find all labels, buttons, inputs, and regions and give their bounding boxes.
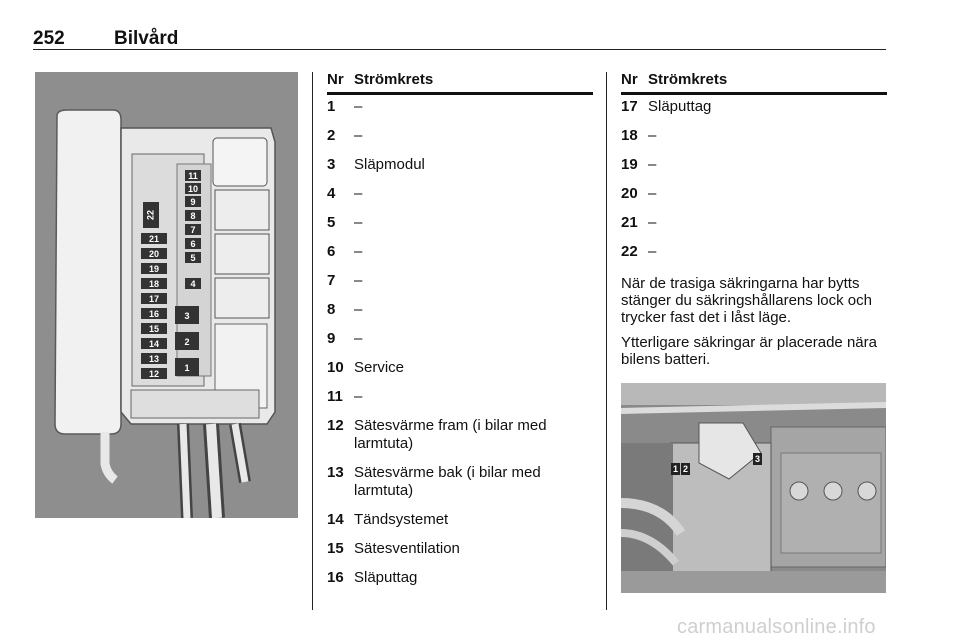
table-row [327, 540, 593, 569]
table-row [621, 214, 887, 243]
fuse-circuit: – [354, 185, 363, 202]
header-circuit: Strömkrets [648, 71, 728, 88]
header-rule [33, 49, 886, 50]
fuse-circuit: – [648, 156, 657, 173]
fuse-number: 6 [327, 243, 336, 260]
header-nr: Nr [327, 71, 344, 88]
table-row [327, 214, 593, 243]
table-row [327, 359, 593, 388]
fuse-number: 21 [621, 214, 638, 231]
fuse-label-16: 16 [148, 309, 160, 319]
fuse-table-1 [327, 66, 593, 598]
fuse-circuit: – [648, 185, 657, 202]
fuse-number: 3 [327, 156, 336, 173]
fuse-number: 18 [621, 127, 638, 144]
fuse-label-17: 17 [148, 294, 160, 304]
fuse-number: 12 [327, 417, 344, 434]
fuse-label-5: 5 [190, 253, 196, 263]
table-header [621, 66, 887, 93]
fuse-label-14: 14 [148, 339, 160, 349]
fuse-number: 22 [621, 243, 638, 260]
fuse-circuit: Tändsystemet [354, 511, 449, 528]
table-row [327, 569, 593, 598]
table-header [327, 66, 593, 93]
table-row [327, 98, 593, 127]
fuse-circuit: – [354, 98, 363, 115]
fuse-label-11: 11 [188, 171, 198, 181]
fuse-label-1: 1 [184, 363, 190, 373]
fuse-label-10: 10 [187, 184, 199, 194]
battery-fuse-label-1: 1 [672, 464, 679, 474]
fuse-number: 19 [621, 156, 638, 173]
table-row [327, 243, 593, 272]
battery-fuse-label-3: 3 [754, 454, 761, 464]
fuse-number: 7 [327, 272, 336, 289]
table-row [327, 127, 593, 156]
fuse-circuit: – [354, 388, 363, 405]
fuse-label-8: 8 [190, 211, 196, 221]
fuse-number: 5 [327, 214, 336, 231]
fuse-table-2 [621, 66, 887, 376]
fuse-label-4: 4 [190, 279, 196, 289]
table-row [621, 156, 887, 185]
instructions [621, 275, 887, 368]
battery-fuse-svg [621, 383, 886, 593]
fuse-number: 15 [327, 540, 344, 557]
table-row [327, 511, 593, 540]
fuse-number: 9 [327, 330, 336, 347]
column-divider-right [606, 72, 607, 610]
fuse-box-svg [35, 72, 298, 518]
table-body [621, 98, 887, 272]
fuse-number: 8 [327, 301, 336, 318]
fuse-label-15: 15 [148, 324, 160, 334]
fuse-number: 1 [327, 98, 336, 115]
fuse-label-9: 9 [190, 197, 196, 207]
table-row [327, 272, 593, 301]
fuse-circuit: – [354, 272, 363, 289]
fuse-number: 4 [327, 185, 336, 202]
table-body [327, 98, 593, 598]
fuse-circuit: Släputtag [648, 98, 712, 115]
fuse-label-13: 13 [148, 354, 160, 364]
battery-fuse-label-2: 2 [682, 464, 689, 474]
fuse-label-2: 2 [184, 337, 190, 347]
fuse-circuit: – [648, 214, 657, 231]
page-number: 252 [33, 28, 65, 49]
fuse-number: 20 [621, 185, 638, 202]
fuse-number: 10 [327, 359, 344, 376]
fuse-label-18: 18 [148, 279, 160, 289]
column-divider-left [312, 72, 313, 610]
table-row [621, 127, 887, 156]
fuse-circuit: – [648, 243, 657, 260]
fuse-circuit: – [354, 214, 363, 231]
fuse-label-7: 7 [190, 225, 196, 235]
table-row [327, 301, 593, 330]
fuse-number: 17 [621, 98, 638, 115]
instruction-paragraph: När de trasiga säkringarna har bytts stänger du säkringshållarens lock och trycker fast det i låst läge. [621, 275, 872, 326]
fuse-circuit: – [354, 127, 363, 144]
fuse-box-illustration [35, 72, 298, 518]
fuse-number: 2 [327, 127, 336, 144]
fuse-circuit: Sätesvärme bak (i bilar med larmtuta) [354, 464, 541, 499]
table-row [621, 185, 887, 214]
table-row [327, 388, 593, 417]
fuse-circuit: Service [354, 359, 405, 376]
instruction-paragraph: Ytterligare säkringar är placerade nära bilens batteri. [621, 334, 877, 368]
header-circuit: Strömkrets [354, 71, 434, 88]
fuse-circuit: Sätesvärme fram (i bilar med larmtuta) [354, 417, 547, 452]
fuse-number: 14 [327, 511, 344, 528]
table-row [327, 417, 593, 464]
fuse-circuit: – [354, 330, 363, 347]
fuse-number: 11 [327, 388, 343, 405]
fuse-circuit: Släpmodul [354, 156, 425, 173]
fuse-circuit: – [354, 243, 363, 260]
fuse-label-19: 19 [148, 264, 160, 274]
fuse-label-20: 20 [148, 249, 160, 259]
table-row [327, 464, 593, 511]
fuse-circuit: – [648, 127, 657, 144]
fuse-circuit: Släputtag [354, 569, 418, 586]
fuse-circuit: – [354, 301, 363, 318]
table-row [621, 98, 887, 127]
page-title: Bilvård [114, 28, 179, 49]
battery-fuse-photo [621, 383, 886, 593]
table-row [327, 156, 593, 185]
fuse-number: 16 [327, 569, 344, 586]
header-rule [327, 92, 593, 95]
fuse-number: 13 [327, 464, 344, 481]
footer-watermark: carmanualsonline.info [677, 616, 876, 638]
header-rule [621, 92, 887, 95]
fuse-circuit: Sätesventilation [354, 540, 460, 557]
fuse-label-3: 3 [184, 311, 190, 321]
fuse-label-21: 21 [148, 234, 160, 244]
header-nr: Nr [621, 71, 638, 88]
fuse-label-22: 22 [145, 209, 156, 221]
fuse-label-6: 6 [190, 239, 196, 249]
table-row [327, 185, 593, 214]
table-row [327, 330, 593, 359]
fuse-label-12: 12 [148, 369, 160, 379]
table-row [621, 243, 887, 272]
